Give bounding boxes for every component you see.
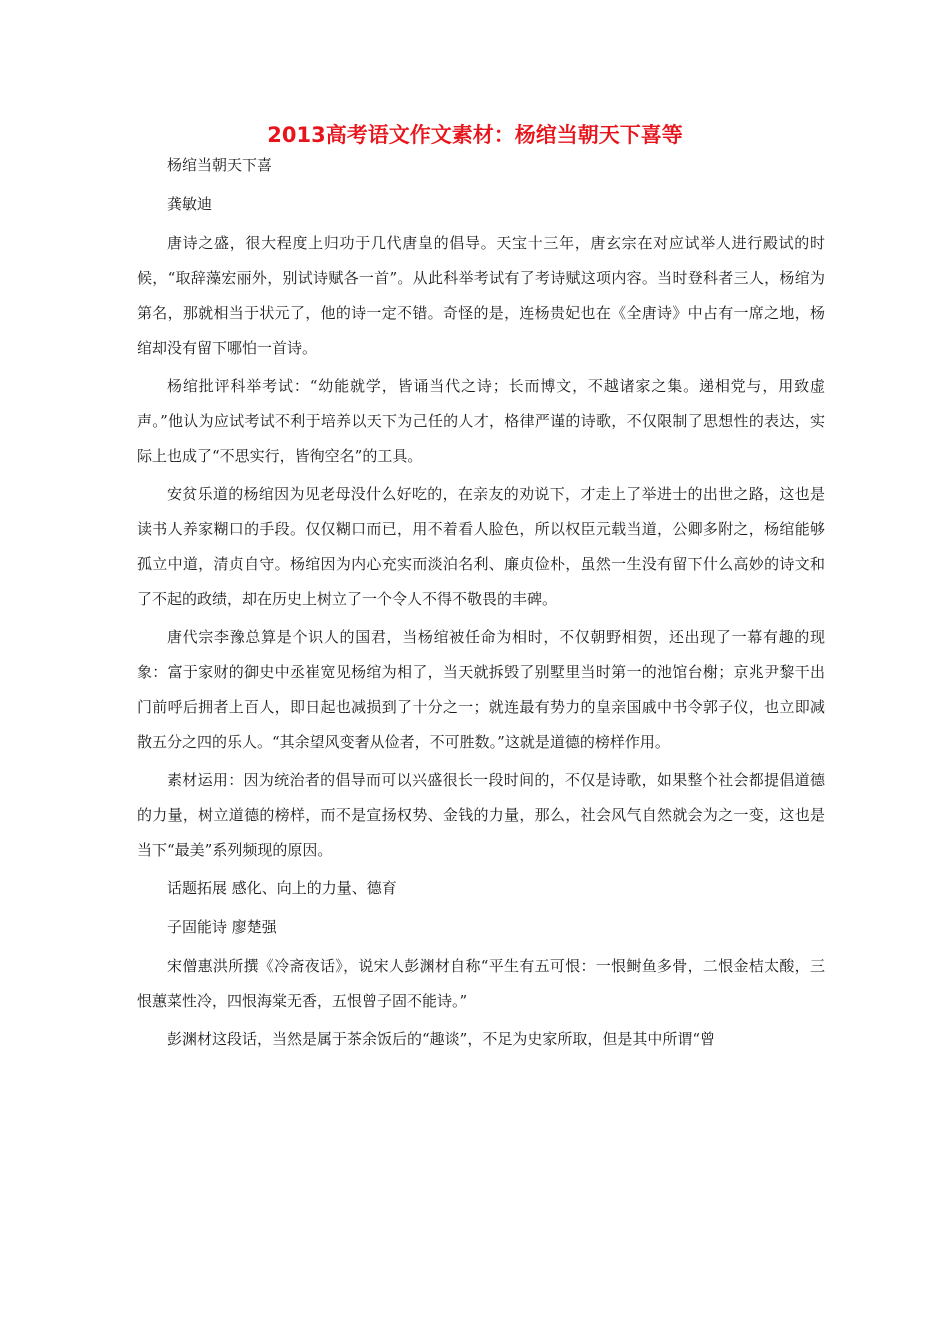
- article-heading: 杨绾当朝天下喜: [167, 156, 273, 174]
- article-author: 龚敏迪: [167, 195, 213, 213]
- body-paragraph: 宋僧惠洪所撰《冷斋夜话》，说宋人彭渊材自称“平生有五可恨：一恨鲥鱼多骨，二恨金桔太酸，三恨蕙菜性冷，四恨海棠无香，五恨曾子固不能诗。”: [137, 957, 825, 1010]
- topic-extension: 话题拓展 感化、向上的力量、德育: [167, 879, 397, 897]
- body-paragraph: 唐诗之盛，很大程度上归功于几代唐皇的倡导。天宝十三年，唐玄宗在对应试举人进行殿试的时候，“取辞藻宏丽外，别试诗赋各一首”。从此科举考试有了考诗赋这项内容。当时登科者三人，杨绾为第名，那就相当于状元了，他的诗一定不错。奇怪的是，连杨贵妃也在《全唐诗》中占有一席之地，杨绾却没有留下哪怕一首诗。: [137, 234, 825, 357]
- material-usage-paragraph: 素材运用：因为统治者的倡导而可以兴盛很长一段时间的，不仅是诗歌，如果整个社会都提倡道德的力量，树立道德的榜样，而不是宣扬权势、金钱的力量，那么，社会风气自然就会为之一变，这也是当下“最美”系列频现的原因。: [137, 771, 825, 859]
- body-paragraph: 彭渊材这段话，当然是属于茶余饭后的“趣谈”，不足为史家所取，但是其中所谓“曾: [167, 1030, 716, 1048]
- second-article-heading: 子固能诗 廖楚强: [167, 918, 277, 936]
- document-title: 2013高考语文作文素材：杨绾当朝天下喜等: [267, 123, 683, 147]
- document-body: [137, 148, 825, 1060]
- body-paragraph: 唐代宗李豫总算是个识人的国君，当杨绾被任命为相时，不仅朝野相贺，还出现了一幕有趣的现象：富于家财的御史中丞崔宽见杨绾为相了，当天就拆毁了别墅里当时第一的池馆台榭；京兆尹黎干出门前呼后拥者上百人，即日起也减损到了十分之一；就连最有势力的皇亲国戚中书令郭子仪，也立即减散五分之四的乐人。“其余望风变奢从俭者，不可胜数。”这就是道德的榜样作用。: [137, 628, 825, 751]
- body-paragraph: 安贫乐道的杨绾因为见老母没什么好吃的，在亲友的劝说下，才走上了举进士的出世之路，这也是读书人养家糊口的手段。仅仅糊口而已，用不着看人脸色，所以权臣元载当道，公卿多附之，杨绾能够孤立中道，清贞自守。杨绾因为内心充实而淡泊名利、廉贞俭朴，虽然一生没有留下什么高妙的诗文和了不起的政绩，却在历史上树立了一个令人不得不敬畏的丰碑。: [137, 485, 825, 608]
- body-paragraph: 杨绾批评科举考试：“幼能就学，皆诵当代之诗；长而博文，不越诸家之集。递相党与，用致虚声。”他认为应试考试不利于培养以天下为己任的人才，格律严谨的诗歌，不仅限制了思想性的表达，实际上也成了“不思实行，皆徇空名”的工具。: [137, 377, 825, 465]
